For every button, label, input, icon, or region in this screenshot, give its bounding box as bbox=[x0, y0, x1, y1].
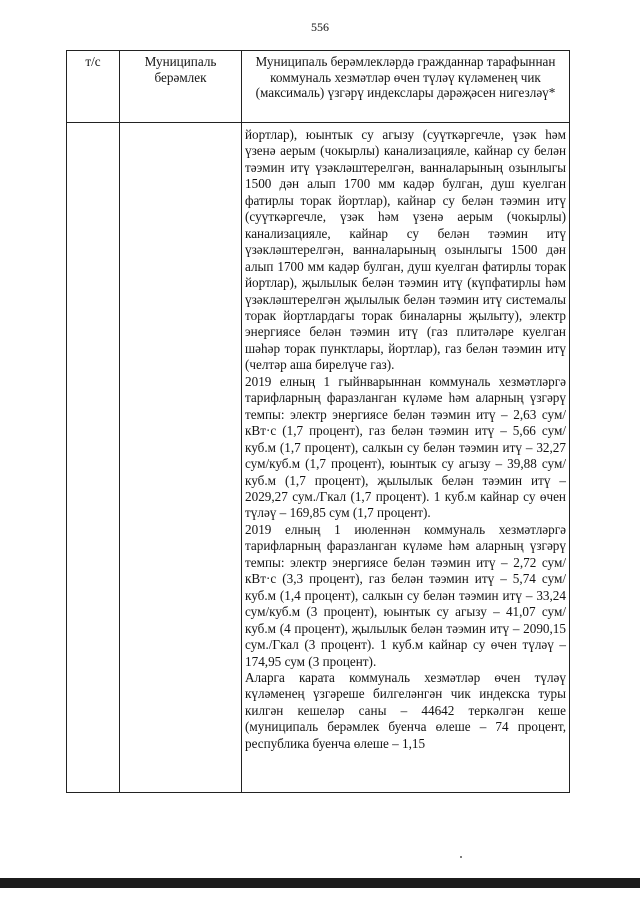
scan-edge-bar bbox=[0, 878, 640, 888]
table-header-row bbox=[67, 51, 570, 123]
table-row bbox=[67, 123, 570, 793]
paragraph-services: йортлар), юынтык су агызу (суүткәргечле, үзәк һәм үзенә аерым (чокырлы) канализацияле, кайнар су белән тәэмин итү үзәкләштерелгән, ванналарының озынлыгы 1500 дән алып 1700 мм кадәр булган, душ куелган фатирлы торак йортлар), кайнар су белән тәэмин итү (суүткәргечле, үзәк һәм үзенә аерым (чокырлы) канализацияле, кайнар су белән тәэмин итү үзәкләштерелгән, ванналарының озынлыгы 1500 дән алып 1700 мм кадәр булган, душ куелган фатирлы торак йортлар), җылылык белән тәэмин итү (күпфатирлы һәм үзәкләштерелгән җылылык белән тәэмин итү системалы торак йортлардагы торак биналарны җылыту), электр энергиясе белән тәэмин итү (газ плитәләре куелган шәһәр торак пунктлары, йортлар), газ белән тәэмин итү (челтәр аша бирелүче газ). bbox=[245, 127, 566, 373]
header-municipality: Муниципаль берәмлек bbox=[120, 51, 242, 123]
header-number: т/с bbox=[67, 51, 120, 123]
cell-justification bbox=[242, 123, 570, 793]
page-number: 556 bbox=[311, 20, 329, 34]
cell-number bbox=[67, 123, 120, 793]
header-justification: Муниципаль берәмлекләрдә гражданнар тарафыннан коммуналь хезмәтләр өчен түләү күләменең чик (максималь) үзгәрү индекслары дәрәҗәсен нигезләү* bbox=[242, 51, 570, 123]
paragraph-population: Аларга карата коммуналь хезмәтләр өчен түләү күләменең үзгәреше билгеләнгән чик индекска туры килгән кешеләр саны – 44642 теркәлгән кеше (муниципаль берәмлек буенча өлеше – 74 процент, республика буенча өлеше – 1,15 bbox=[245, 669, 566, 751]
tariff-table bbox=[66, 50, 570, 793]
cell-municipality bbox=[120, 123, 242, 793]
paragraph-tariffs-january: 2019 елның 1 гыйнварыннан коммуналь хезмәтләргә тарифларның фаразланган күләме һәм аларның үзгәрү темпы: электр энергиясе белән тәэмин итү – 2,63 сум/кВт·с (1,7 процент), газ белән тәэмин итү – 5,66 сум/куб.м (1,7 процент), салкын су белән тәэмин итү – 32,27 сум/куб.м (1,7 процент), юынтык су агызу – 39,88 сум/куб.м (1,7 процент), җылылык белән тәэмин итү – 2029,27 сум./Гкал (1,7 процент). 1 куб.м кайнар су өчен түләү – 169,85 сум (1,7 процент). bbox=[245, 373, 566, 521]
scan-speck bbox=[460, 856, 462, 858]
paragraph-tariffs-july: 2019 елның 1 июленнән коммуналь хезмәтләргә тарифларның фаразланган күләме һәм аларның үзгәрү темпы: электр энергиясе белән тәэмин итү – 2,72 сум/кВт·с (3,3 процент), газ белән тәэмин итү – 5,74 сум/куб.м (1,4 процент), салкын су белән тәэмин итү – 33,24 сум/куб.м (3 процент), юынтык су агызу – 41,07 сум/куб.м (4 процент), җылылык белән тәэмин итү – 2090,15 сум./Гкал (3 процент). 1 куб.м кайнар су өчен түләү – 174,95 сум (3 процент). bbox=[245, 521, 566, 669]
